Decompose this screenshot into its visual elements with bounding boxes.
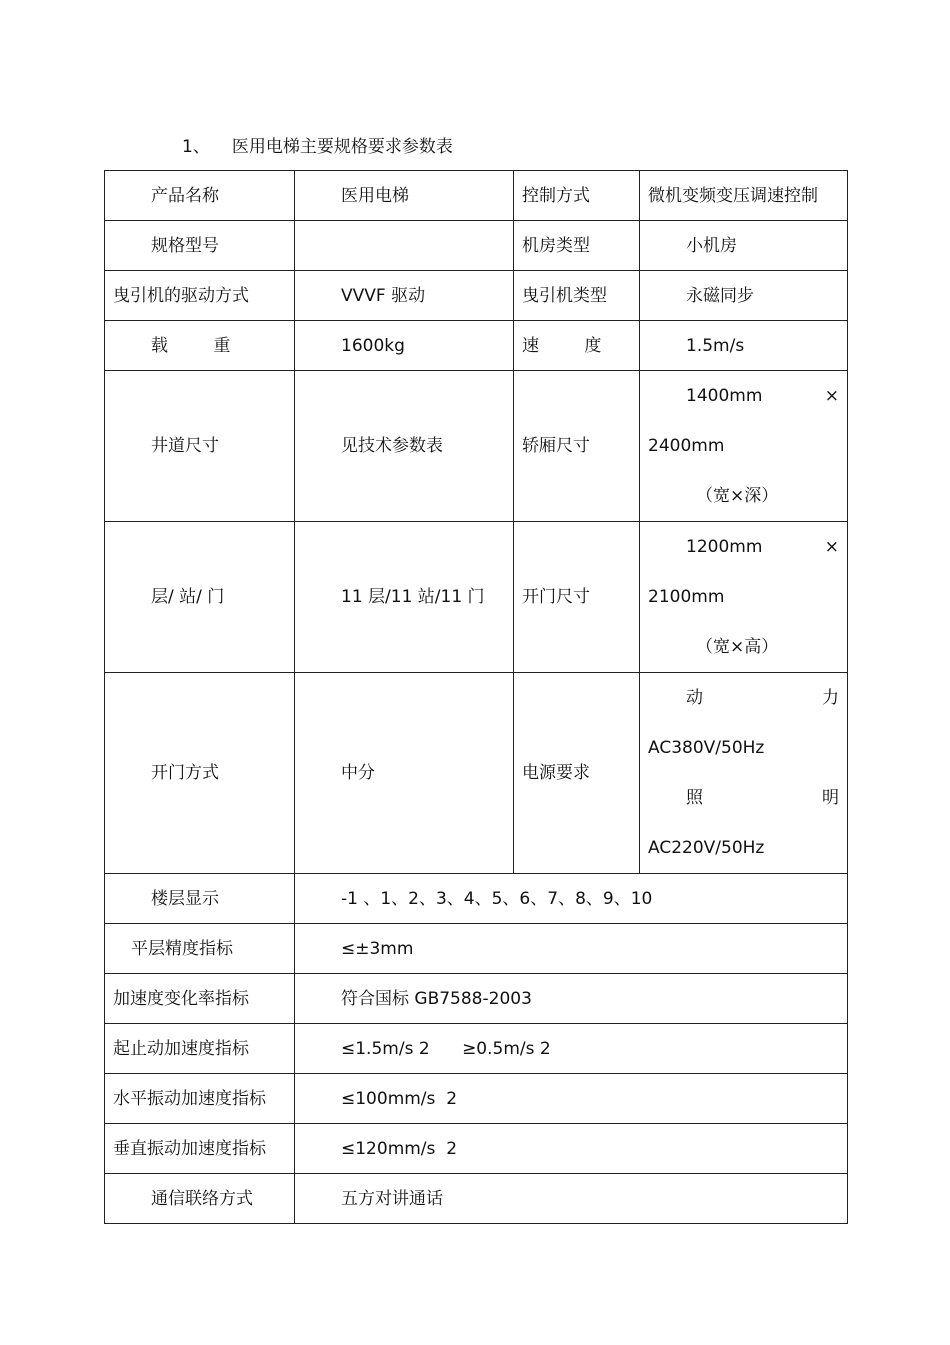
value-line — [648, 572, 839, 622]
cell-label: 通信联络方式 — [105, 1174, 295, 1224]
table-row — [105, 522, 848, 673]
table-row — [105, 1074, 848, 1124]
cell-value: 微机变频变压调速控制 — [640, 171, 848, 221]
cell-value — [295, 221, 514, 271]
value-line — [648, 673, 839, 723]
table-row — [105, 371, 848, 522]
cell-label: 产品名称 — [105, 171, 295, 221]
value-part: 力 — [822, 688, 839, 708]
value-part: AC380V/50Hz — [648, 738, 765, 758]
value-part: （宽×深） — [696, 486, 779, 506]
cell-label: 控制方式 — [514, 171, 640, 221]
value-part: 1200mm — [686, 537, 763, 557]
table-row — [105, 221, 848, 271]
value-part: 2100mm — [648, 587, 725, 607]
cell-value: 1600kg — [295, 321, 514, 371]
table-row — [105, 924, 848, 974]
table-row — [105, 974, 848, 1024]
value-part: （宽×高） — [696, 637, 779, 657]
cell-label — [105, 321, 295, 371]
cell-value-text: ≤1.5m/s 2 ≥0.5m/s 2 — [341, 1038, 551, 1059]
value-part: 1400mm — [686, 386, 763, 406]
value-line — [648, 723, 839, 773]
cell-value — [295, 1024, 848, 1074]
cell-label: 规格型号 — [105, 221, 295, 271]
section-number: 1、 — [182, 137, 210, 157]
cell-value — [295, 1124, 848, 1174]
table-row — [105, 874, 848, 924]
cell-value: 医用电梯 — [295, 171, 514, 221]
value-line — [648, 823, 839, 873]
cell-value: 小机房 — [640, 221, 848, 271]
cell-label — [514, 321, 640, 371]
cell-label: 电源要求 — [514, 673, 640, 874]
cell-value: 见技术参数表 — [295, 371, 514, 522]
cell-label: 开门方式 — [105, 673, 295, 874]
value-line — [648, 622, 839, 672]
cell-label: 楼层显示 — [105, 874, 295, 924]
cell-label: 水平振动加速度指标 — [105, 1074, 295, 1124]
value-part: × — [824, 386, 839, 406]
value-part: 明 — [822, 788, 839, 808]
cell-label: 起止动加速度指标 — [105, 1024, 295, 1074]
cell-value: 11 层/11 站/11 门 — [295, 522, 514, 673]
value-line — [648, 522, 839, 572]
section-title: 医用电梯主要规格要求参数表 — [231, 137, 453, 157]
cell-label: 曳引机的驱动方式 — [105, 271, 295, 321]
cell-label-text: 速 度 — [522, 335, 602, 356]
cell-value-multiline — [640, 522, 848, 673]
value-part: 动 — [686, 688, 703, 708]
cell-value-text: ≤120mm/s 2 — [341, 1138, 458, 1159]
cell-value: -1 、1、2、3、4、5、6、7、8、9、10 — [295, 874, 848, 924]
cell-label: 加速度变化率指标 — [105, 974, 295, 1024]
cell-label: 井道尺寸 — [105, 371, 295, 522]
value-part: AC220V/50Hz — [648, 838, 765, 858]
value-line — [648, 421, 839, 471]
cell-value: ≤±3mm — [295, 924, 848, 974]
table-row — [105, 321, 848, 371]
cell-label: 曳引机类型 — [514, 271, 640, 321]
cell-value: VVVF 驱动 — [295, 271, 514, 321]
value-line — [648, 773, 839, 823]
cell-label: 层/ 站/ 门 — [105, 522, 295, 673]
cell-label: 机房类型 — [514, 221, 640, 271]
table-row — [105, 1024, 848, 1074]
cell-value-multiline — [640, 673, 848, 874]
cell-value: 符合国标 GB7588-2003 — [295, 974, 848, 1024]
table-row — [105, 1124, 848, 1174]
cell-value: 五方对讲通话 — [295, 1174, 848, 1224]
cell-value-multiline — [640, 371, 848, 522]
table-row — [105, 673, 848, 874]
cell-label-text: 载 重 — [151, 335, 231, 356]
cell-value: 1.5m/s — [640, 321, 848, 371]
value-part: × — [824, 537, 839, 557]
table-row — [105, 171, 848, 221]
value-line — [648, 371, 839, 421]
cell-value: 永磁同步 — [640, 271, 848, 321]
spec-table — [104, 170, 848, 1224]
cell-label: 轿厢尺寸 — [514, 371, 640, 522]
table-row — [105, 271, 848, 321]
cell-value: 中分 — [295, 673, 514, 874]
section-heading — [182, 132, 453, 157]
table-row — [105, 1174, 848, 1224]
cell-value — [295, 1074, 848, 1124]
cell-label: 垂直振动加速度指标 — [105, 1124, 295, 1174]
value-part: 2400mm — [648, 436, 725, 456]
value-line — [648, 471, 839, 521]
cell-label: 开门尺寸 — [514, 522, 640, 673]
cell-label: 平层精度指标 — [105, 924, 295, 974]
cell-value-text: ≤100mm/s 2 — [341, 1088, 458, 1109]
value-part: 照 — [686, 788, 703, 808]
